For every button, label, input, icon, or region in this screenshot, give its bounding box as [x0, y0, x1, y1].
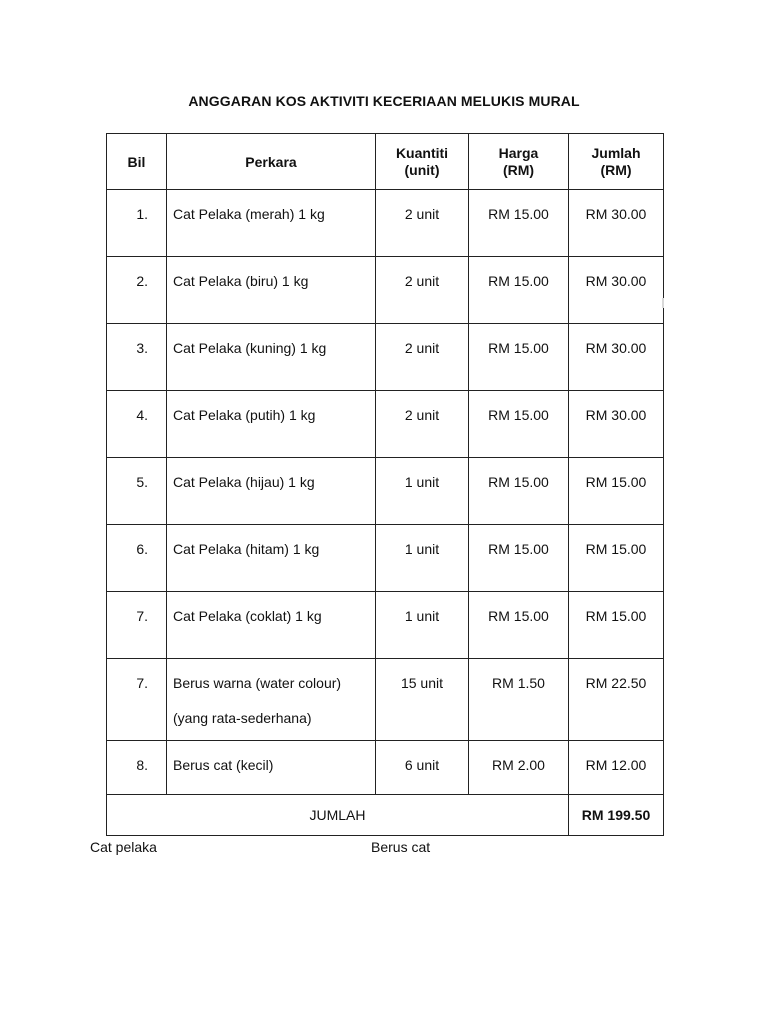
cell-harga	[469, 324, 569, 391]
cell-jumlah-text: RM 30.00	[585, 407, 647, 423]
cell-bil	[107, 659, 167, 741]
cell-perkara-text: Berus warna (water colour)	[173, 675, 342, 691]
cell-perkara	[167, 741, 376, 795]
cell-perkara	[167, 190, 376, 257]
cell-harga	[469, 257, 569, 324]
cell-perkara-text: Cat Pelaka (merah) 1 kg	[173, 206, 325, 222]
cell-perkara	[167, 324, 376, 391]
cell-kuantiti	[376, 741, 469, 795]
cell-harga-text: RM 15.00	[488, 273, 549, 289]
cell-bil	[107, 592, 167, 659]
cell-kuantiti-text: 6 unit	[404, 757, 440, 773]
cell-perkara-text: Cat Pelaka (hitam) 1 kg	[173, 541, 320, 557]
cell-jumlah-text: RM 15.00	[585, 608, 647, 624]
cell-jumlah	[569, 190, 664, 257]
caption-berus-cat: Berus cat	[371, 839, 431, 855]
cell-kuantiti-text: 2 unit	[404, 273, 440, 289]
cell-kuantiti	[376, 458, 469, 525]
cell-harga-text: RM 15.00	[488, 206, 549, 222]
cell-harga	[469, 741, 569, 795]
cell-bil	[107, 257, 167, 324]
cell-kuantiti	[376, 391, 469, 458]
scan-artifact	[662, 298, 664, 308]
cell-bil-text: 3.	[136, 340, 148, 356]
cell-perkara	[167, 592, 376, 659]
budget-table	[106, 133, 664, 836]
cell-perkara-text-line2: (yang rata-sederhana)	[173, 710, 312, 726]
cell-harga-text: RM 15.00	[488, 340, 549, 356]
cell-harga	[469, 659, 569, 741]
cell-harga-text: RM 15.00	[488, 541, 549, 557]
cell-jumlah	[569, 525, 664, 592]
header-harga-line2: (RM)	[502, 162, 535, 178]
total-label: JUMLAH	[107, 795, 569, 836]
cell-kuantiti-text: 2 unit	[404, 206, 440, 222]
cell-perkara-text: Cat Pelaka (kuning) 1 kg	[173, 340, 327, 356]
cell-kuantiti	[376, 525, 469, 592]
cell-bil-text: 1.	[136, 206, 148, 222]
cell-jumlah	[569, 659, 664, 741]
cell-kuantiti-text: 1 unit	[404, 608, 440, 624]
cell-harga	[469, 190, 569, 257]
cell-bil-text: 8.	[136, 757, 148, 773]
table-header-row	[107, 134, 664, 190]
cell-jumlah-text: RM 15.00	[585, 541, 647, 557]
table-row	[107, 592, 664, 659]
document-title: ANGGARAN KOS AKTIVITI KECERIAAN MELUKIS MURAL	[188, 93, 580, 109]
cell-bil-text: 5.	[136, 474, 148, 490]
header-kuantiti-line2: (unit)	[404, 162, 440, 178]
table-row	[107, 525, 664, 592]
header-jumlah	[569, 134, 664, 190]
cell-jumlah	[569, 257, 664, 324]
cell-harga	[469, 525, 569, 592]
table-row	[107, 741, 664, 795]
cell-jumlah	[569, 741, 664, 795]
cell-jumlah	[569, 324, 664, 391]
cell-perkara-text: Cat Pelaka (coklat) 1 kg	[173, 608, 322, 624]
cell-bil	[107, 525, 167, 592]
cell-bil-text: 2.	[136, 273, 148, 289]
cell-jumlah-text: RM 30.00	[585, 340, 647, 356]
cell-jumlah-text: RM 15.00	[585, 474, 647, 490]
table-row	[107, 659, 664, 741]
cell-kuantiti	[376, 324, 469, 391]
cell-jumlah-text: RM 30.00	[585, 206, 647, 222]
cell-perkara	[167, 525, 376, 592]
cell-kuantiti-text: 15 unit	[400, 675, 444, 691]
cell-harga-text: RM 2.00	[492, 757, 545, 773]
total-value: RM 199.50	[569, 795, 664, 836]
cell-bil-text: 4.	[136, 407, 148, 423]
cell-perkara-text: Cat Pelaka (putih) 1 kg	[173, 407, 316, 423]
cell-perkara-text: Cat Pelaka (hijau) 1 kg	[173, 474, 315, 490]
cell-perkara-text: Cat Pelaka (biru) 1 kg	[173, 273, 309, 289]
cell-harga	[469, 458, 569, 525]
cell-bil	[107, 391, 167, 458]
cell-perkara	[167, 257, 376, 324]
cell-bil-text: 6.	[136, 541, 148, 557]
cell-bil-text: 7.	[136, 608, 148, 624]
cell-kuantiti-text: 1 unit	[404, 474, 440, 490]
cell-bil-text: 7.	[136, 675, 148, 691]
cell-perkara	[167, 458, 376, 525]
cell-jumlah	[569, 592, 664, 659]
cell-kuantiti	[376, 592, 469, 659]
table-row	[107, 190, 664, 257]
header-harga-line1: Harga	[498, 145, 539, 161]
cell-jumlah	[569, 391, 664, 458]
total-row	[107, 795, 664, 836]
cell-perkara	[167, 659, 376, 741]
cell-harga-text: RM 15.00	[488, 474, 549, 490]
cell-bil	[107, 458, 167, 525]
header-perkara: Perkara	[167, 134, 376, 190]
header-jumlah-line1: Jumlah	[591, 145, 641, 161]
cell-jumlah-text: RM 22.50	[585, 675, 647, 691]
cell-harga	[469, 592, 569, 659]
header-kuantiti-line1: Kuantiti	[395, 145, 449, 161]
table-row	[107, 391, 664, 458]
cell-harga-text: RM 1.50	[492, 675, 545, 691]
cell-bil	[107, 741, 167, 795]
cell-kuantiti-text: 2 unit	[404, 407, 440, 423]
cell-kuantiti	[376, 190, 469, 257]
cell-jumlah-text: RM 30.00	[585, 273, 647, 289]
table-row	[107, 257, 664, 324]
cell-harga	[469, 391, 569, 458]
cell-bil	[107, 190, 167, 257]
header-jumlah-line2: (RM)	[600, 162, 632, 178]
cell-kuantiti-text: 1 unit	[404, 541, 440, 557]
caption-cat-pelaka: Cat pelaka	[90, 839, 157, 855]
header-kuantiti	[376, 134, 469, 190]
header-harga	[469, 134, 569, 190]
table-row	[107, 458, 664, 525]
cell-kuantiti	[376, 659, 469, 741]
cell-bil	[107, 324, 167, 391]
cell-perkara	[167, 391, 376, 458]
cell-jumlah	[569, 458, 664, 525]
cell-kuantiti	[376, 257, 469, 324]
cell-harga-text: RM 15.00	[488, 608, 549, 624]
cell-kuantiti-text: 2 unit	[404, 340, 440, 356]
cell-harga-text: RM 15.00	[488, 407, 549, 423]
cell-perkara-text: Berus cat (kecil)	[173, 757, 274, 773]
cell-jumlah-text: RM 12.00	[585, 757, 647, 773]
header-bil: Bil	[107, 134, 167, 190]
table-row	[107, 324, 664, 391]
